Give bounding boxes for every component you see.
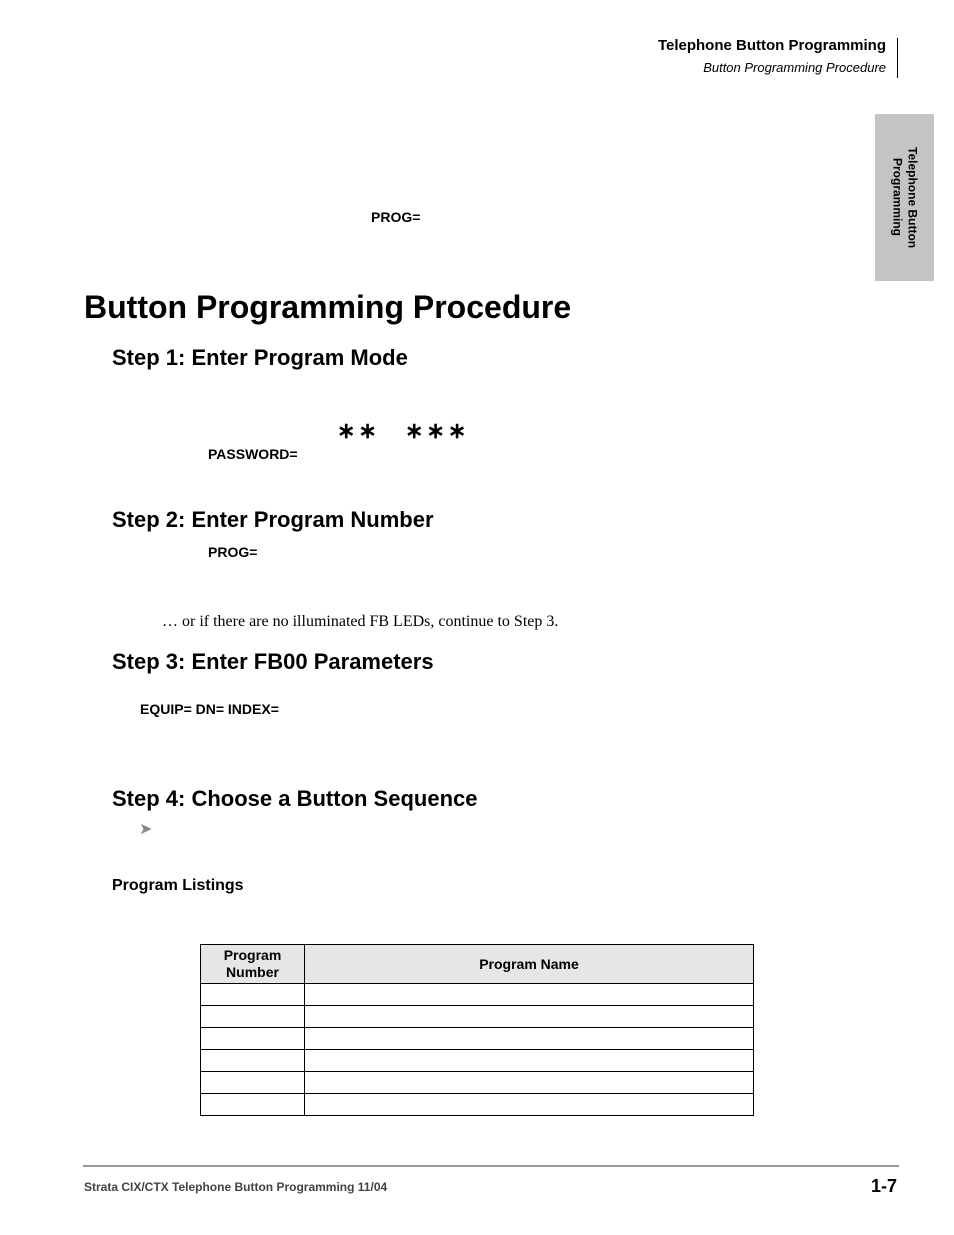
step4-heading: Step 4: Choose a Button Sequence: [112, 786, 478, 811]
program-name-cell: [305, 1050, 754, 1072]
program-name-cell: [305, 984, 754, 1006]
program-name-cell: [305, 1006, 754, 1028]
running-header-subtitle: Button Programming Procedure: [703, 60, 886, 75]
program-name-cell: [305, 1072, 754, 1094]
arrow-bullet-icon: ➤: [139, 821, 153, 838]
table-row: [201, 984, 754, 1006]
table-row: [201, 1006, 754, 1028]
display-prompt-top: PROG=: [371, 209, 421, 225]
program-listings-table: [200, 944, 754, 1116]
page-number: 1-7: [870, 1176, 897, 1196]
table-row: [201, 1072, 754, 1094]
table-row: [201, 1094, 754, 1116]
program-number-cell: [201, 1050, 305, 1072]
header-rule: [897, 38, 898, 78]
chapter-side-tab-label: Telephone Button Programming: [890, 146, 920, 249]
column-header-program-number: Program Number: [201, 945, 305, 984]
running-header-title: Telephone Button Programming: [657, 37, 886, 54]
program-number-cell: [201, 1006, 305, 1028]
program-listings-heading: Program Listings: [112, 877, 244, 894]
footer-text: Strata CIX/CTX Telephone Button Programming 11/04: [84, 1180, 388, 1194]
program-name-cell: [305, 1094, 754, 1116]
program-number-cell: [201, 1028, 305, 1050]
table-row: [201, 1050, 754, 1072]
chapter-side-tab: [875, 114, 934, 281]
step2-note: … or if there are no illuminated FB LEDs, continue to Step 3.: [162, 613, 559, 630]
program-number-cell: [201, 1094, 305, 1116]
column-header-program-name: Program Name: [305, 945, 754, 984]
step2-display-prompt: PROG=: [208, 544, 258, 560]
step1-heading: Step 1: Enter Program Mode: [112, 345, 408, 370]
program-number-cell: [201, 1072, 305, 1094]
step2-heading: Step 2: Enter Program Number: [112, 507, 434, 532]
step1-display-prompt: PASSWORD=: [208, 446, 298, 462]
table-row: [201, 1028, 754, 1050]
program-number-cell: [201, 984, 305, 1006]
step1-key-sequence: ∗∗ ∗∗∗: [337, 418, 470, 443]
step3-display-prompt: EQUIP= DN= INDEX=: [140, 701, 279, 717]
step3-heading: Step 3: Enter FB00 Parameters: [112, 649, 434, 674]
page-title: Button Programming Procedure: [84, 289, 572, 325]
footer-rule: [83, 1165, 899, 1167]
program-name-cell: [305, 1028, 754, 1050]
